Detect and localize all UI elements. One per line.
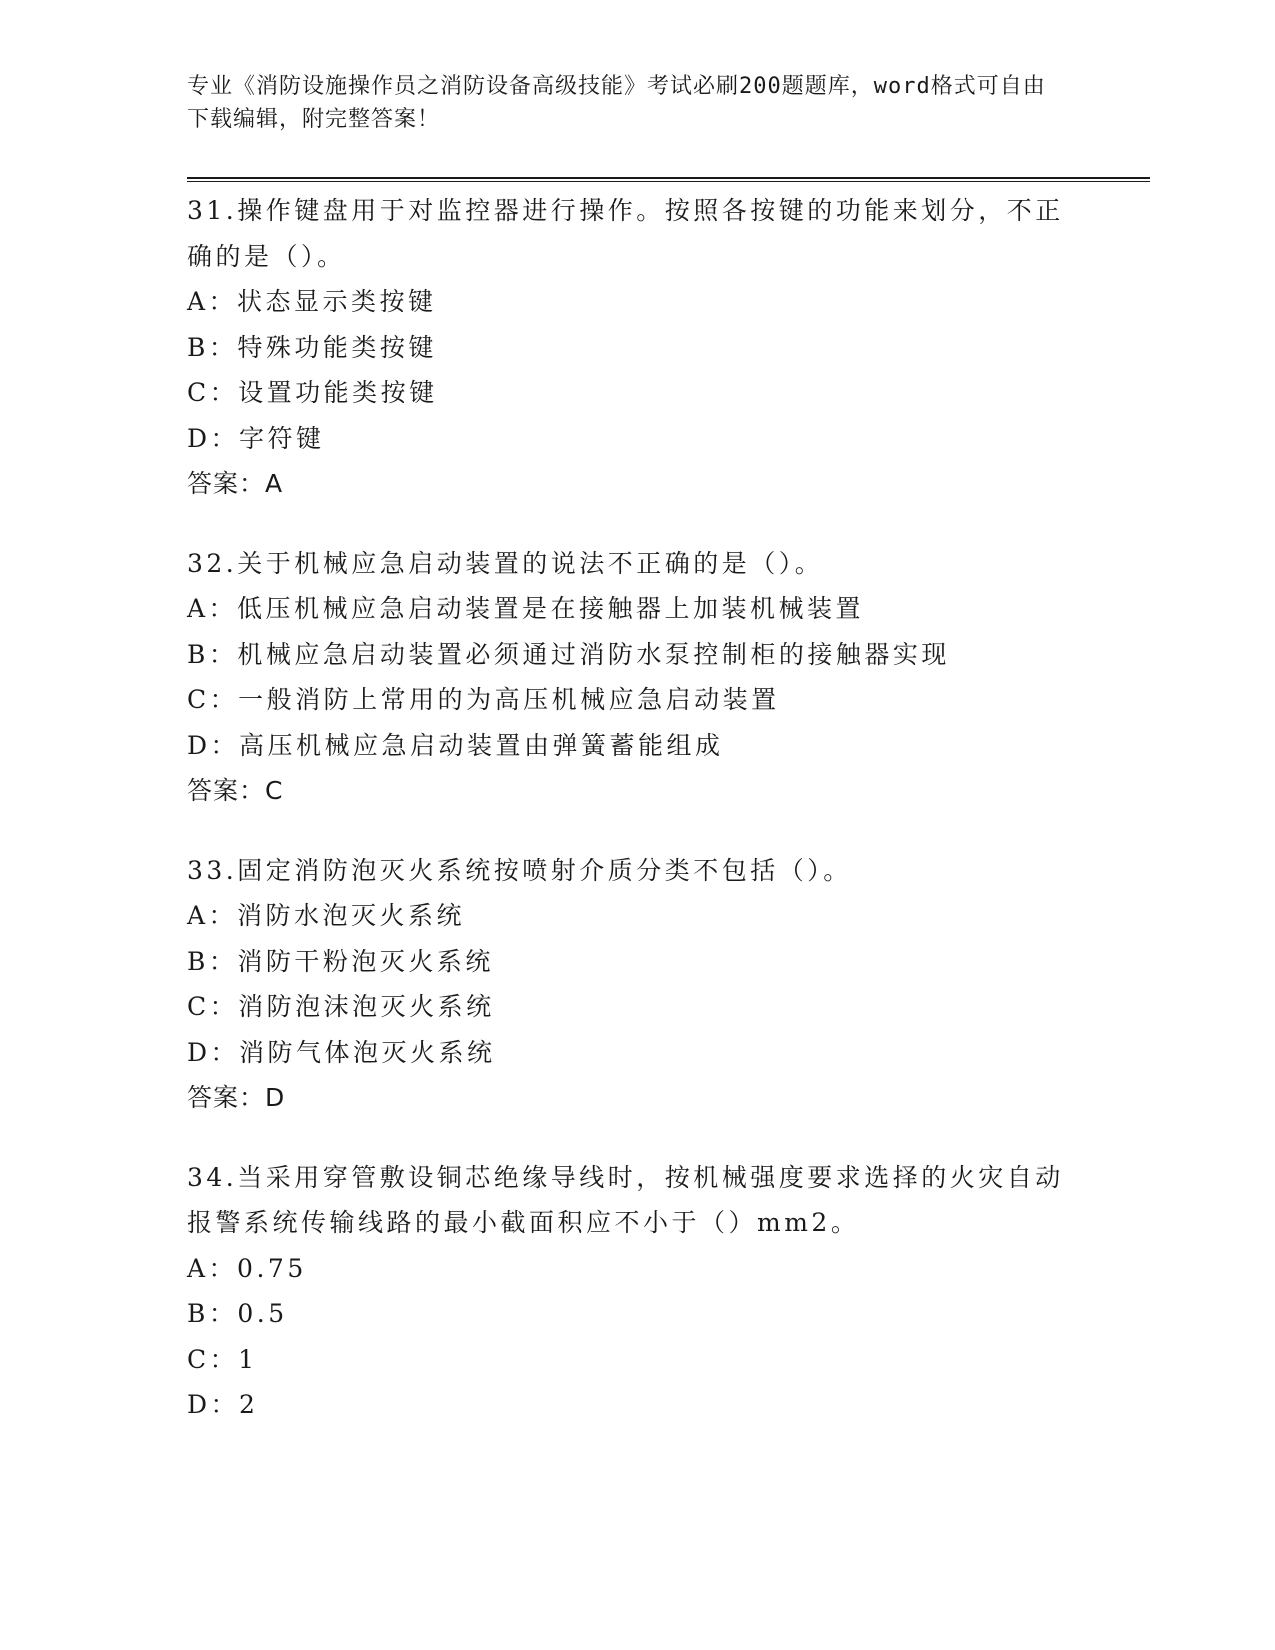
question-text: 34.当采用穿管敷设铜芯绝缘导线时，按机械强度要求选择的火灾自动报警系统传输线路的最小截面积应不小于（）mm2。 — [187, 1162, 1064, 1237]
option-c: C：设置功能类按键 — [187, 378, 438, 407]
document-header: 专业《消防设施操作员之消防设备高级技能》考试必刷200题题库，word格式可自由下载编辑，附完整答案！ — [187, 74, 1046, 132]
option-d: D：字符键 — [187, 423, 325, 453]
question-text: 33.固定消防泡灭火系统按喷射介质分类不包括（）。 — [187, 855, 852, 885]
answer: 答案：C — [187, 776, 284, 805]
question-32 — [187, 541, 1087, 814]
option-c: C：一般消防上常用的为高压机械应急启动装置 — [187, 685, 780, 714]
option-b: B：特殊功能类按键 — [187, 332, 437, 362]
question-text: 32.关于机械应急启动装置的说法不正确的是（）。 — [187, 548, 824, 578]
option-b: B：0.5 — [187, 1299, 288, 1328]
option-d: D：高压机械应急启动装置由弹簧蓄能组成 — [187, 730, 724, 760]
question-33 — [187, 848, 1087, 1121]
option-a: A：低压机械应急启动装置是在接触器上加装机械装置 — [187, 594, 865, 623]
option-d: D：消防气体泡灭火系统 — [187, 1037, 496, 1067]
answer: 答案：A — [187, 469, 284, 498]
option-d: D：2 — [187, 1390, 259, 1419]
option-a: A：0.75 — [187, 1253, 307, 1283]
option-list — [187, 586, 1087, 768]
question-31 — [187, 188, 1087, 507]
answer: 答案：D — [187, 1083, 286, 1112]
option-a: A：状态显示类按键 — [187, 287, 437, 316]
option-list — [187, 1246, 1087, 1428]
question-list — [187, 188, 1087, 1462]
option-b: B：消防干粉泡灭火系统 — [187, 946, 494, 976]
option-a: A：消防水泡灭火系统 — [187, 901, 466, 930]
header-divider — [187, 177, 1150, 182]
question-text: 31.操作键盘用于对监控器进行操作。按照各按键的功能来划分，不正确的是（）。 — [187, 196, 1064, 271]
option-list — [187, 893, 1087, 1075]
option-list — [187, 279, 1087, 461]
option-c: C：消防泡沫泡灭火系统 — [187, 992, 495, 1021]
question-34 — [187, 1155, 1087, 1428]
option-b: B：机械应急启动装置必须通过消防水泵控制柜的接触器实现 — [187, 639, 950, 669]
option-c: C：1 — [187, 1344, 258, 1374]
